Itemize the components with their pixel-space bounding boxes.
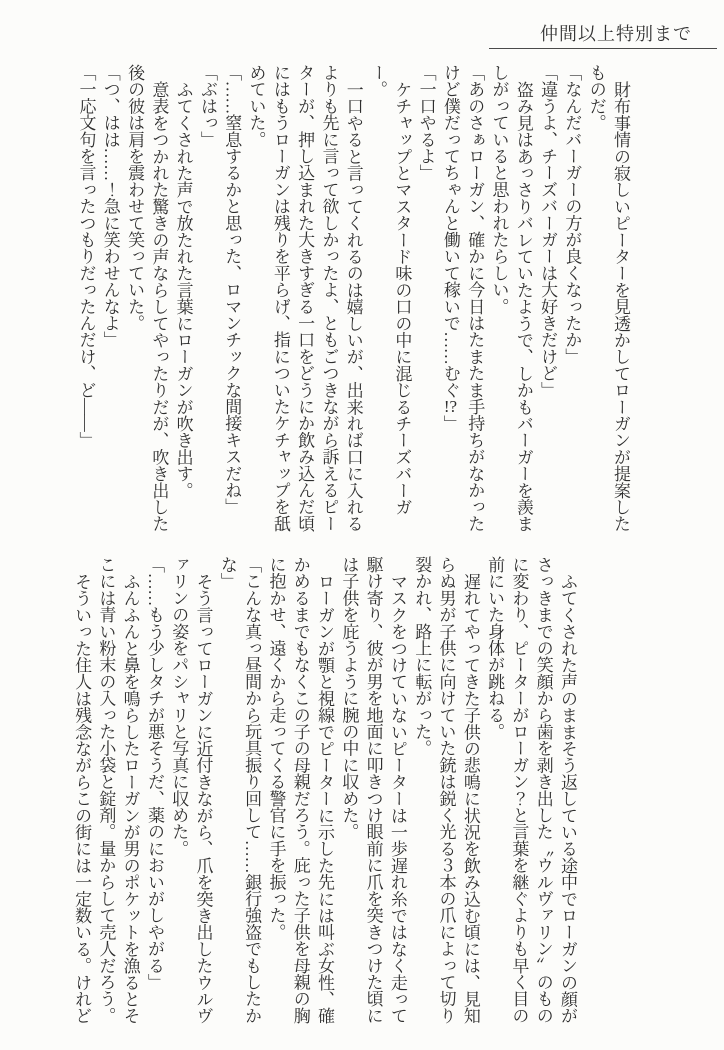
paragraph: 盗み見はあっさりバレていたようで、しかもバーガーを羨ましがっていると思われたらしい。 <box>489 64 533 532</box>
paragraph: 「なんだバーガーの方が良くなったか」 <box>562 64 582 365</box>
paragraph: ふてくされた声のままそう返している途中でローガンの顔がさっきまでの笑顔から歯を剥き出した〝ウルヴァリン〟のものに変わり、ピーターがローガン？と言葉を継ぐよりも早く目の前にいた身体が跳ねる。 <box>485 556 577 1024</box>
paragraph: 「一応文句を言ったつもりだったんだけ、ど——」 <box>76 64 96 449</box>
text-block-bottom <box>69 556 579 1033</box>
paragraph: 「つ、はは……！急に笑わせんなよ」 <box>100 64 120 348</box>
paragraph: ケチャップとマスタード味の口の中に混じるチーズバーガー。 <box>368 64 412 516</box>
page-title: 仲間以上特別まで <box>540 24 692 44</box>
paragraph: マスクをつけていないピーターは一歩遅れ糸ではなく走って駆け寄り、彼が男を地面に叩きつけ眼前に爪を突きつけた頃には子供を庇うように腕の中に収めた。 <box>339 556 407 1024</box>
text-block-top <box>73 64 632 541</box>
paragraph: 「ぶはっ」 <box>197 64 217 148</box>
running-header <box>489 20 717 49</box>
paragraph: 意表をつかれた驚きの声ならしてやったりだが、吹き出した後の彼は肩を震わせて笑っていた。 <box>125 64 169 532</box>
paragraph: 「違うよ、チーズバーガーは大好きだけど」 <box>538 64 558 399</box>
paragraph: ローガンが顎と視線でピーターに示した先には叫ぶ女性、確かめるまでもなくこの子の母親だろう。庇った子供を母親の胸に抱かせ、遠くから走ってくる警官に手を振った。 <box>266 556 335 1024</box>
paragraph: 「こんな真っ昼間から玩具振り回して……銀行強盗でもしたかな」 <box>217 556 262 1024</box>
paragraph: 「あのさぁローガン、確かに今日はたまたま手持ちがなかったけど僕だってちゃんと働いて稼いで……むぐ!?」 <box>440 64 485 532</box>
paragraph: ふてくされた声で放たれた言葉にローガンが吹き出す。 <box>173 81 193 499</box>
paragraph: そう言ってローガンに近付きながら、爪を突き出したウルヴァリンの姿をパシャリと写真に収めた。 <box>169 556 213 1024</box>
paragraph: ふんふんと鼻を鳴らしたローガンが男のポケットを漁るとそこには青い粉末の入った小袋と錠剤。量からして売人だろう。 <box>96 556 140 1024</box>
paragraph: 一口やると言ってくれるのは嬉しいが、出来れば口に入れるよりも先に言って欲しかったよ、ともごつきながら訴えるピーターが、押し込まれた大きすぎる一口をどうにか飲み込んだ頃にはもうローガンは残りを平らげ、指についたケチャップを舐めていた。 <box>246 64 363 532</box>
paragraph: 「一口やるよ」 <box>416 64 436 181</box>
paragraph: 「……もう少しタチが悪そうだ、薬のにおいがしやがる」 <box>144 556 164 991</box>
paragraph: 遅れてやってきた子供の悲鳴に状況を飲み込む頃には、見知らぬ男が子供に向けていた銃は鋭く光る３本の爪によって切り裂かれ、路上に転がった。 <box>412 556 480 1024</box>
paragraph: 財布事情の寂しいピーターを見透かしてローガンが提案したものだ。 <box>586 64 630 532</box>
tatechuyoko-exclamation-question: !? <box>443 398 458 416</box>
paragraph: そういった住人は残念ながらこの街には一定数いる。けれど <box>72 573 92 1024</box>
paragraph: 「……窒息するかと思った、ロマンチックな間接キスだね」 <box>222 64 242 515</box>
